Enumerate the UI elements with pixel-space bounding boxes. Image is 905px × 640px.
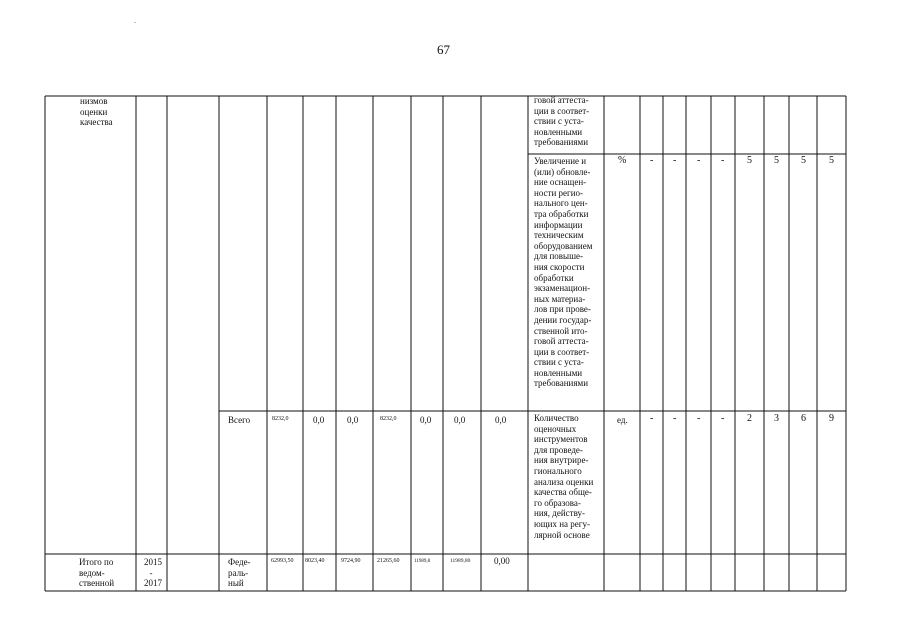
total-amount-cell: 8232,0: [272, 416, 289, 422]
value-cell: -: [650, 155, 654, 166]
value-cell: -: [673, 413, 677, 424]
value-cell: 5: [774, 155, 779, 166]
amount-cell: 0,0: [420, 415, 432, 425]
amount-cell: 0,0: [313, 415, 325, 425]
amount-cell: 8023,40: [305, 558, 325, 564]
value-cell: -: [721, 413, 725, 424]
amount-cell: 0,0: [347, 415, 359, 425]
value-cell: 5: [747, 155, 752, 166]
indicator-cell: Количество оценочных инструментов для проведе- ния внутрире- гионального анализа оценки качества обще- го образова- ния, действу- ющих на регу- лярной основе: [534, 413, 594, 540]
value-cell: -: [697, 155, 701, 166]
value-cell: -: [650, 413, 654, 424]
funding-source-cell: Всего: [228, 415, 251, 425]
indicator-cell: говой аттеста- ции в соответ- ствии с уста- новленными требованиями: [534, 95, 590, 148]
amount-cell: 0,0: [454, 415, 466, 425]
indicator-cell: Увеличение и (или) обновле- ние оснащен- ности регио- нального цен- тра обработки информации техническим оборудованием для повыше- ния скорости обработки экзаменацион- ных материа- лов при прове- дении государ- ственной ито- говой аттеста- ции в соответ- ствии с уста- новленными требованиями: [534, 156, 593, 389]
total-amount-cell: 62993,50: [271, 558, 294, 564]
value-cell: 9: [829, 413, 834, 424]
unit-cell: ед.: [617, 415, 628, 425]
amount-cell: 21265,60: [377, 558, 400, 564]
total-label-cell: Итого по ведом- ственной: [79, 557, 115, 589]
amount-cell: 9724,90: [341, 558, 361, 564]
period-cell: 2015 - 2017: [144, 557, 162, 589]
amount-cell: 11989,80: [450, 558, 471, 564]
value-cell: -: [697, 413, 701, 424]
value-cell: 2: [747, 413, 752, 424]
page-number: 67: [437, 42, 450, 57]
amount-cell: 0,0: [495, 415, 507, 425]
value-cell: -: [673, 155, 677, 166]
amount-cell: 8232,0: [380, 416, 397, 422]
unit-cell: %: [618, 155, 627, 166]
value-cell: 5: [801, 155, 806, 166]
mechanism-name-cell: низмов оценки качества: [80, 96, 113, 128]
funding-source-cell: Феде- раль- ный: [228, 557, 251, 589]
value-cell: 5: [829, 155, 834, 166]
value-cell: -: [721, 155, 725, 166]
amount-cell: 0,00: [494, 556, 510, 566]
value-cell: 3: [774, 413, 779, 424]
amount-cell: 11989,8: [414, 559, 431, 564]
value-cell: 6: [801, 413, 806, 424]
